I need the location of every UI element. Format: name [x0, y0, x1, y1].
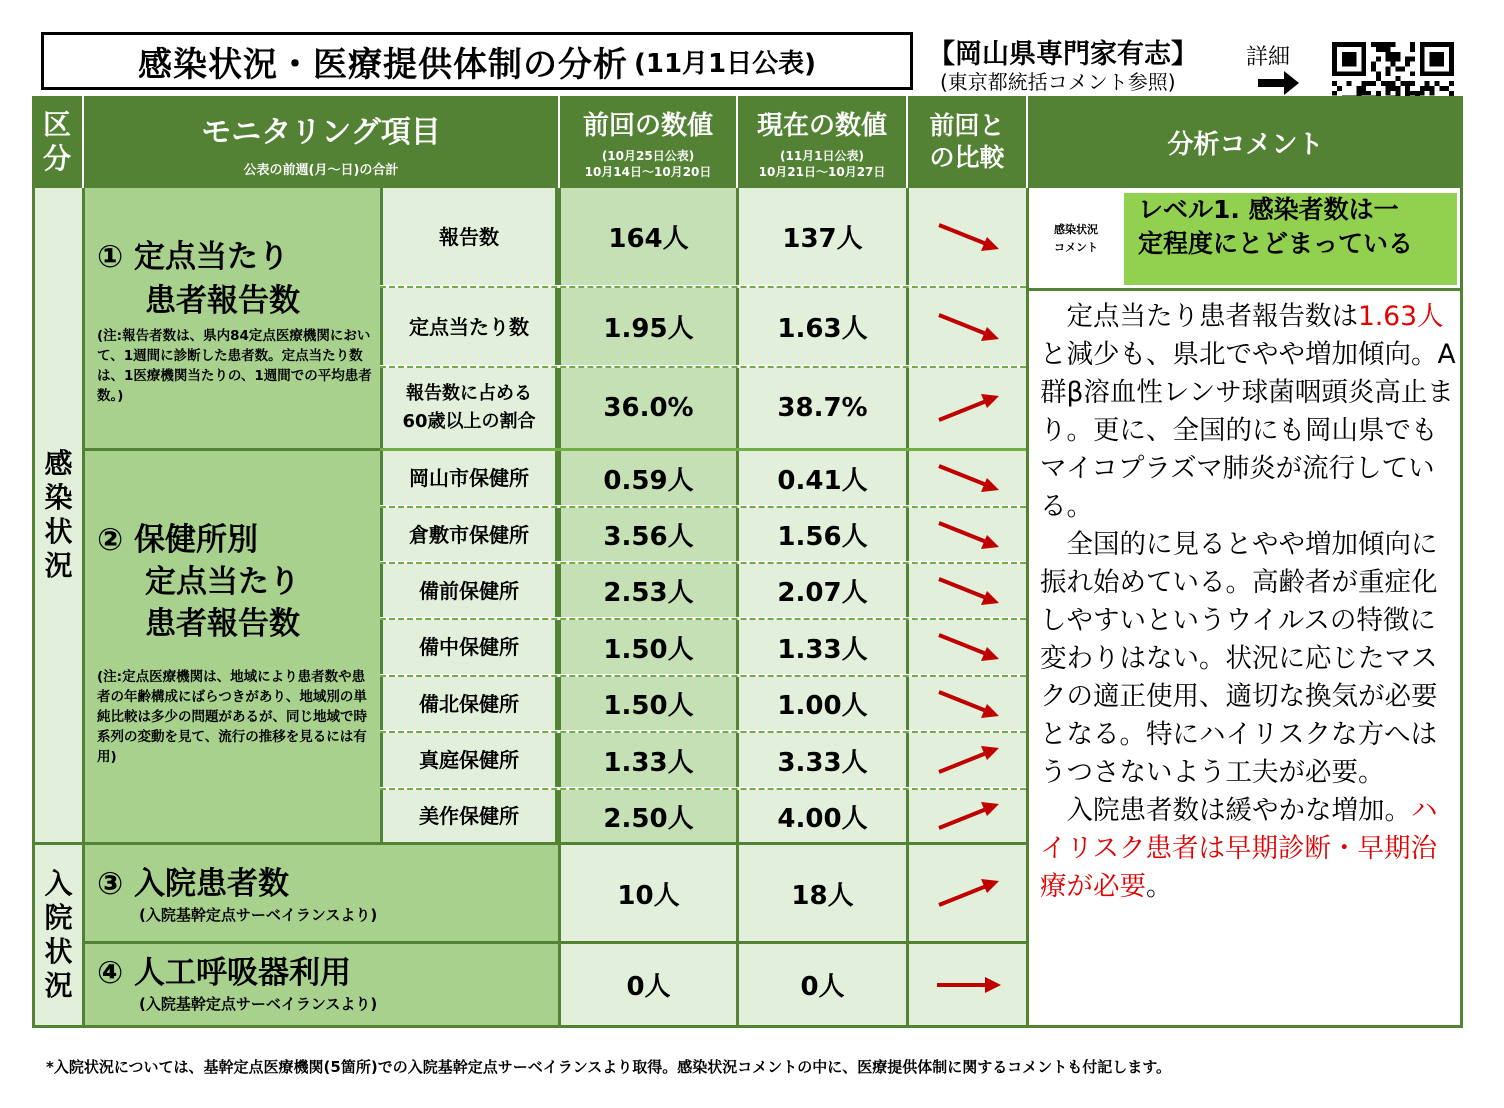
current-value: 4.00人: [736, 790, 906, 842]
header-current-period: 10月21日～10月27日: [758, 164, 886, 179]
header-current: [736, 96, 906, 188]
trend-up-icon: [933, 388, 1003, 428]
header-category: [32, 96, 82, 188]
header-previous-period: 10月14日～10月20日: [584, 164, 712, 179]
current-value: 1.56人: [736, 508, 906, 561]
previous-value: 2.53人: [558, 564, 736, 617]
header-current-date: (11月1日公表): [779, 148, 865, 163]
current-value: 1.63人: [736, 288, 906, 365]
previous-value: 164人: [558, 188, 736, 285]
level-badge: [1124, 193, 1457, 285]
current-value: 18人: [736, 845, 906, 941]
trend-up-icon: [933, 796, 1003, 836]
previous-value: 3.56人: [558, 508, 736, 561]
item-ventilator: [82, 944, 558, 1025]
trend-cell: [906, 368, 1026, 448]
row-label: 報告数: [380, 188, 558, 285]
header-monitoring-item: [82, 96, 558, 188]
trend-down-icon: [933, 307, 1003, 347]
trend-down-icon: [933, 627, 1003, 667]
header-item-sub: 公表の前週(月～日)の合計: [243, 162, 399, 178]
item4-title: ④ 人工呼吸器利用: [97, 955, 352, 991]
trend-up-icon: [933, 873, 1003, 913]
header-comment: [1026, 96, 1463, 188]
trend-up-icon: [933, 740, 1003, 780]
category-infection-label: 感染状況: [44, 447, 73, 582]
row-label: 備中保健所: [380, 620, 558, 674]
comment-separator: [1026, 288, 1463, 291]
analysis-comment: [1040, 298, 1460, 906]
previous-value: 36.0%: [558, 368, 736, 448]
row-label: 倉敷市保健所: [380, 508, 558, 561]
comment-paragraph-1: [1040, 298, 1460, 526]
comment-paragraph-2: 全国的に見るとやや増加傾向に振れ始めている。高齢者が重症化しやすいというウイルスの特徴に変わりはない。状況に応じたマスクの適正使用、適切な換気が必要となる。特にハイリスクな方へはうつさないよう工夫が必要。: [1040, 529, 1438, 788]
header-comparison: [906, 96, 1026, 188]
previous-value: 2.50人: [558, 790, 736, 842]
trend-cell: [906, 944, 1026, 1025]
level-line1: レベル1. 感染者数は一: [1138, 195, 1399, 224]
comment-label: [1029, 193, 1123, 285]
category-hospital: [35, 845, 82, 1025]
previous-value: 1.50人: [558, 677, 736, 730]
trend-cell: [906, 188, 1026, 285]
comment-p1-lead: 定点当たり患者報告数は: [1066, 301, 1358, 332]
group-name: 【岡山県専門家有志】: [928, 39, 1198, 70]
item1-note: (注:報告者数は、県内84定点医療機関において、1週間に診断した患者数。定点当たり数は、1医療機関当たりの、1週間での平均患者数。): [97, 328, 372, 404]
row-label: 真庭保健所: [380, 733, 558, 787]
footnote: *入院状況については、基幹定点医療機関(5箇所)での入院基幹定点サーベイランスより取得。感染状況コメントの中に、医療提供体制に関するコメントも付記します。: [46, 1058, 1172, 1076]
trend-cell: [906, 790, 1026, 842]
trend-cell: [906, 451, 1026, 505]
trend-cell: [906, 288, 1026, 365]
arrow-right-icon: [1258, 70, 1300, 96]
comment-p3-highlight: ハイリスク患者は早期診断・早期治療が必要: [1040, 795, 1438, 902]
detail-link[interactable]: 詳細: [1246, 45, 1291, 70]
previous-value: 0.59人: [558, 451, 736, 505]
comment-label-line1: 感染状況: [1054, 223, 1098, 236]
item2-note: (注:定点医療機関は、地域により患者数や患者の年齢構成にばらつきがあり、地域別の単純比較は多少の問題があるが、同じ地域で時系列の変動を見て、流行の推移を見るには有用): [97, 669, 367, 765]
title-box: [41, 32, 913, 90]
item-sentinel-reports: [82, 188, 380, 448]
trend-down-icon: [933, 217, 1003, 257]
page-title: 感染状況・医療提供体制の分析: [137, 44, 628, 85]
comment-paragraph-3: [1040, 792, 1460, 906]
trend-cell: [906, 733, 1026, 787]
item1-title-line1: ① 定点当たり: [97, 239, 290, 275]
row-label: 美作保健所: [380, 790, 558, 842]
trend-cell: [906, 845, 1026, 941]
header-item-label: モニタリング項目: [201, 114, 441, 150]
comment-label-line2: コメント: [1054, 241, 1098, 254]
comment-p1-highlight: 1.63人: [1358, 301, 1444, 332]
previous-value: 1.50人: [558, 620, 736, 674]
trend-down-icon: [933, 515, 1003, 555]
item2-title-line1: ② 保健所別: [97, 522, 259, 558]
publish-date: (11月1日公表): [633, 48, 817, 79]
trend-down-icon: [933, 571, 1003, 611]
current-value: 2.07人: [736, 564, 906, 617]
row-label: 定点当たり数: [380, 288, 558, 365]
item3-note: (入院基幹定点サーベイランスより): [139, 906, 378, 924]
item-health-center-reports: [82, 451, 380, 842]
trend-cell: [906, 564, 1026, 617]
header-previous-label: 前回の数値: [582, 110, 713, 141]
previous-value: 1.95人: [558, 288, 736, 365]
item2-title-line2: 定点当たり: [145, 564, 300, 600]
current-value: 1.33人: [736, 620, 906, 674]
item4-note: (入院基幹定点サーベイランスより): [139, 995, 378, 1013]
trend-down-icon: [933, 458, 1003, 498]
category-hospital-label: 入院状況: [44, 867, 73, 1002]
level-line2: 定程度にとどまっている: [1138, 229, 1414, 258]
item2-title-line3: 患者報告数: [145, 606, 300, 642]
trend-cell: [906, 620, 1026, 674]
header-current-label: 現在の数値: [756, 110, 887, 141]
group-sub: (東京都統括コメント参照): [940, 70, 1176, 94]
row-label: 岡山市保健所: [380, 451, 558, 505]
trend-cell: [906, 677, 1026, 730]
row-label: 報告数に占める 60歳以上の割合: [380, 368, 558, 448]
previous-value: 0人: [558, 944, 736, 1025]
item1-title-line2: 患者報告数: [145, 283, 300, 319]
comment-p1-rest: と減少も、県北でやや増加傾向。A群β溶血性レンサ球菌咽頭炎高止まり。更に、全国的にも岡山県でもマイコプラズマ肺炎が流行している。: [1040, 339, 1456, 522]
current-value: 1.00人: [736, 677, 906, 730]
header-comparison-label: 前回との比較: [929, 111, 1005, 172]
item3-title: ③ 入院患者数: [97, 866, 290, 902]
trend-cell: [906, 508, 1026, 561]
item-hospitalized: [82, 845, 558, 941]
header-previous-date: (10月25日公表): [601, 148, 695, 163]
current-value: 38.7%: [736, 368, 906, 448]
trend-down-icon: [933, 684, 1003, 724]
current-value: 0人: [736, 944, 906, 1025]
row-label: 備北保健所: [380, 677, 558, 730]
previous-value: 1.33人: [558, 733, 736, 787]
current-value: 3.33人: [736, 733, 906, 787]
header-comment-label: 分析コメント: [1167, 129, 1324, 160]
header-category-label: 区分: [42, 108, 71, 175]
current-value: 137人: [736, 188, 906, 285]
current-value: 0.41人: [736, 451, 906, 505]
trend-flat-icon: [933, 965, 1003, 1005]
row-label: 備前保健所: [380, 564, 558, 617]
previous-value: 10人: [558, 845, 736, 941]
header-previous: [558, 96, 736, 188]
comment-p3-lead: 入院患者数は緩やかな増加。: [1066, 795, 1411, 826]
category-infection: [35, 188, 82, 842]
comment-p3-end: 。: [1146, 871, 1173, 902]
